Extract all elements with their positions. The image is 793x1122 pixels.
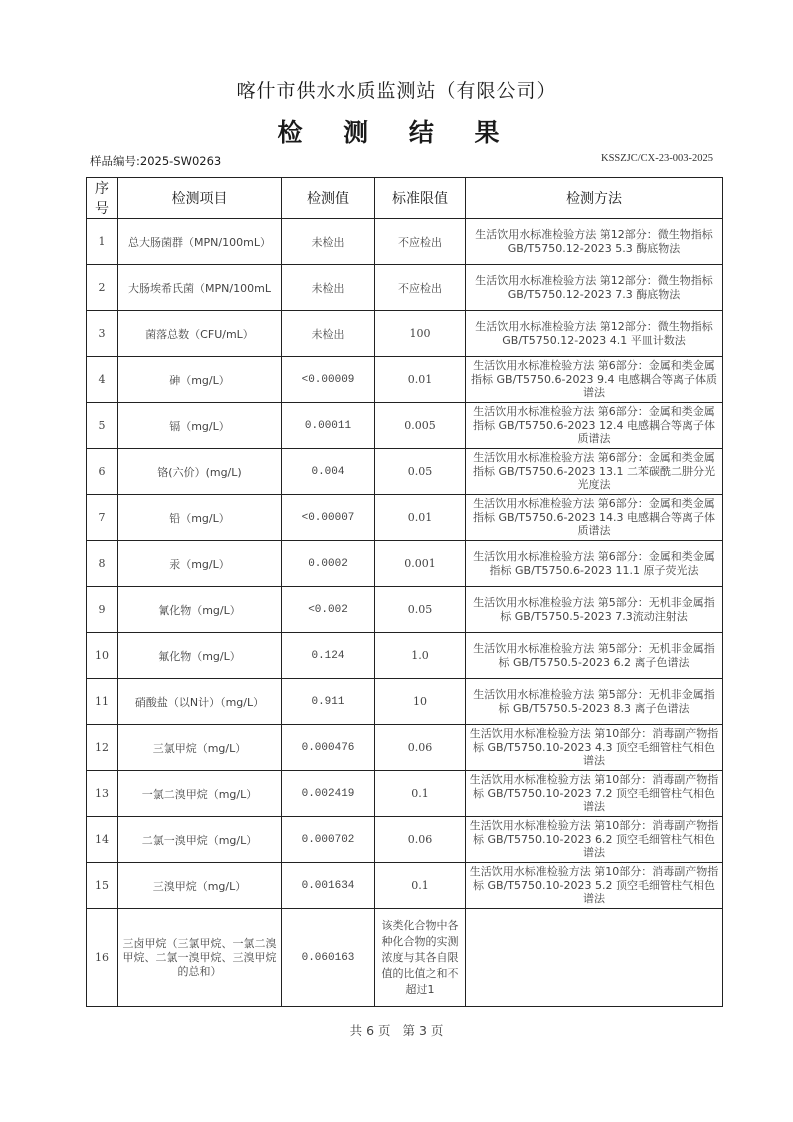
row-method: 生活饮用水标准检验方法 第6部分：金属和类金属指标 GB/T5750.6-2023 12.4 电感耦合等离子体质谱法 (466, 403, 723, 449)
document-number: KSSZJC/CX-23-003-2025 (600, 153, 713, 164)
row-number: 1 (87, 219, 118, 265)
table-row (87, 725, 723, 771)
row-number: 10 (87, 633, 118, 679)
row-limit: 不应检出 (375, 219, 466, 265)
table-row (87, 265, 723, 311)
row-number: 3 (87, 311, 118, 357)
row-value: 0.911 (282, 679, 375, 725)
table-row (87, 817, 723, 863)
row-number: 11 (87, 679, 118, 725)
row-number: 14 (87, 817, 118, 863)
column-header-method: 检测方法 (466, 178, 723, 219)
row-value: <0.00009 (282, 357, 375, 403)
row-value: 0.0002 (282, 541, 375, 587)
row-limit: 10 (375, 679, 466, 725)
row-item: 铅（mg/L） (118, 495, 282, 541)
table-row (87, 909, 723, 1007)
row-number: 13 (87, 771, 118, 817)
row-value: 未检出 (282, 265, 375, 311)
table-row (87, 449, 723, 495)
row-method: 生活饮用水标准检验方法 第10部分：消毒副产物指标 GB/T5750.10-2023 5.2 顶空毛细管柱气相色谱法 (466, 863, 723, 909)
row-method: 生活饮用水标准检验方法 第5部分：无机非金属指标 GB/T5750.5-2023 7.3流动注射法 (466, 587, 723, 633)
column-header-value: 检测值 (282, 178, 375, 219)
row-method: 生活饮用水标准检验方法 第10部分：消毒副产物指标 GB/T5750.10-2023 6.2 顶空毛细管柱气相色谱法 (466, 817, 723, 863)
row-limit: 0.005 (375, 403, 466, 449)
table-row (87, 311, 723, 357)
total-pages: 共 6 页 (349, 1023, 391, 1038)
row-limit: 0.01 (375, 357, 466, 403)
row-item: 砷（mg/L） (118, 357, 282, 403)
row-method: 生活饮用水标准检验方法 第12部分：微生物指标 GB/T5750.12-2023 5.3 酶底物法 (466, 219, 723, 265)
row-number: 8 (87, 541, 118, 587)
row-item: 汞（mg/L） (118, 541, 282, 587)
row-limit: 0.06 (375, 725, 466, 771)
row-method: 生活饮用水标准检验方法 第6部分：金属和类金属指标 GB/T5750.6-2023 14.3 电感耦合等离子体质谱法 (466, 495, 723, 541)
row-item: 二氯一溴甲烷（mg/L） (118, 817, 282, 863)
row-method: 生活饮用水标准检验方法 第6部分：金属和类金属指标 GB/T5750.6-2023 9.4 电感耦合等离子体质谱法 (466, 357, 723, 403)
row-limit: 0.05 (375, 449, 466, 495)
row-number: 7 (87, 495, 118, 541)
row-method: 生活饮用水标准检验方法 第6部分：金属和类金属指标 GB/T5750.6-2023 11.1 原子荧光法 (466, 541, 723, 587)
row-value: 0.004 (282, 449, 375, 495)
table-row (87, 771, 723, 817)
row-limit: 0.001 (375, 541, 466, 587)
row-item: 氰化物（mg/L） (118, 587, 282, 633)
row-number: 12 (87, 725, 118, 771)
row-item: 氟化物（mg/L） (118, 633, 282, 679)
row-limit: 0.1 (375, 863, 466, 909)
row-method: 生活饮用水标准检验方法 第6部分：金属和类金属指标 GB/T5750.6-2023 13.1 二苯碳酰二肼分光光度法 (466, 449, 723, 495)
row-limit: 100 (375, 311, 466, 357)
row-limit: 不应检出 (375, 265, 466, 311)
row-limit: 0.01 (375, 495, 466, 541)
row-item: 三溴甲烷（mg/L） (118, 863, 282, 909)
row-item: 大肠埃希氏菌（MPN/100mL (118, 265, 282, 311)
row-method (466, 909, 723, 1007)
row-value: 0.000702 (282, 817, 375, 863)
row-value: <0.00007 (282, 495, 375, 541)
column-header-limit: 标准限值 (375, 178, 466, 219)
row-item: 总大肠菌群（MPN/100mL） (118, 219, 282, 265)
table-row (87, 863, 723, 909)
sample-number: 样品编号:2025-SW0263 (90, 154, 222, 168)
row-value: <0.002 (282, 587, 375, 633)
table-row (87, 587, 723, 633)
row-value: 未检出 (282, 219, 375, 265)
row-method: 生活饮用水标准检验方法 第12部分：微生物指标 GB/T5750.12-2023 7.3 酶底物法 (466, 265, 723, 311)
table-header-row (87, 178, 723, 219)
table-row (87, 495, 723, 541)
table-row (87, 541, 723, 587)
row-value: 0.124 (282, 633, 375, 679)
page-footer (0, 1021, 793, 1039)
row-value: 0.00011 (282, 403, 375, 449)
row-value: 0.060163 (282, 909, 375, 1007)
row-limit: 1.0 (375, 633, 466, 679)
row-method: 生活饮用水标准检验方法 第10部分：消毒副产物指标 GB/T5750.10-2023 7.2 顶空毛细管柱气相色谱法 (466, 771, 723, 817)
row-method: 生活饮用水标准检验方法 第12部分：微生物指标GB/T5750.12-2023 4.1 平皿计数法 (466, 311, 723, 357)
row-limit: 0.06 (375, 817, 466, 863)
row-limit: 该类化合物中各种化合物的实测浓度与其各自限值的比值之和不超过1 (375, 909, 466, 1007)
row-item: 三氯甲烷（mg/L） (118, 725, 282, 771)
row-item: 镉（mg/L） (118, 403, 282, 449)
row-method: 生活饮用水标准检验方法 第10部分：消毒副产物指标 GB/T5750.10-2023 4.3 顶空毛细管柱气相色谱法 (466, 725, 723, 771)
row-limit: 0.1 (375, 771, 466, 817)
row-value: 0.002419 (282, 771, 375, 817)
row-item: 三卤甲烷（三氯甲烷、一氯二溴甲烷、二氯一溴甲烷、三溴甲烷的总和） (118, 909, 282, 1007)
results-table (86, 177, 723, 1007)
page-title: 检 测 结 果 (277, 118, 516, 147)
row-number: 9 (87, 587, 118, 633)
column-header-seq: 序号 (87, 178, 118, 219)
table-row (87, 357, 723, 403)
row-number: 16 (87, 909, 118, 1007)
row-limit: 0.05 (375, 587, 466, 633)
row-method: 生活饮用水标准检验方法 第5部分：无机非金属指标 GB/T5750.5-2023 8.3 离子色谱法 (466, 679, 723, 725)
row-number: 15 (87, 863, 118, 909)
table-row (87, 633, 723, 679)
row-item: 硝酸盐（以N计）（mg/L） (118, 679, 282, 725)
table-row (87, 679, 723, 725)
row-number: 6 (87, 449, 118, 495)
row-number: 4 (87, 357, 118, 403)
row-item: 铬(六价）(mg/L) (118, 449, 282, 495)
row-value: 0.000476 (282, 725, 375, 771)
table-row (87, 219, 723, 265)
row-value: 0.001634 (282, 863, 375, 909)
row-number: 2 (87, 265, 118, 311)
row-item: 一氯二溴甲烷（mg/L） (118, 771, 282, 817)
row-method: 生活饮用水标准检验方法 第5部分：无机非金属指标 GB/T5750.5-2023 6.2 离子色谱法 (466, 633, 723, 679)
row-value: 未检出 (282, 311, 375, 357)
row-number: 5 (87, 403, 118, 449)
row-item: 菌落总数（CFU/mL） (118, 311, 282, 357)
current-page: 第 3 页 (402, 1023, 444, 1038)
column-header-item: 检测项目 (118, 178, 282, 219)
table-row (87, 403, 723, 449)
organization-name: 喀什市供水水质监测站（有限公司） (236, 80, 557, 102)
